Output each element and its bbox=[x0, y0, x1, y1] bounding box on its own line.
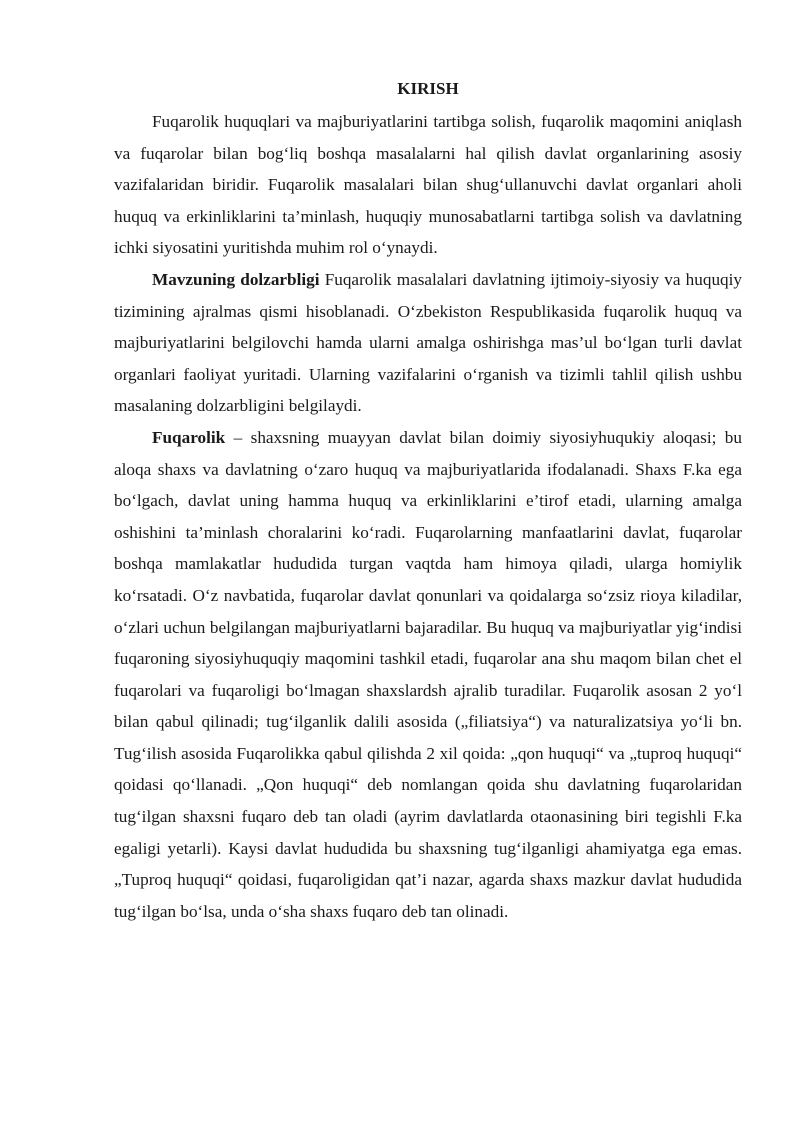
intro-paragraph-text: Fuqarolik huquqlari va majburiyatlarini tartibga solish, fuqarolik maqomini aniqlash va fuqarolar bilan bog‘liq boshqa masalalarni hal qilish davlat organlarining asosiy vazifalaridan biridir. Fuqarolik masalalari bilan shug‘ullanuvchi davlat organlari aholi huquq va erkinliklarini ta’minlash, huquqiy munosabatlarni tartibga solish va davlatning ichki siyosatini yuritishda muhim rol o‘ynaydi. bbox=[114, 112, 742, 258]
document-title: KIRISH bbox=[397, 79, 459, 98]
citizenship-paragraph-lead: Fuqarolik bbox=[152, 427, 226, 447]
document-page bbox=[114, 76, 742, 927]
citizenship-paragraph bbox=[114, 422, 742, 928]
relevance-paragraph-lead: Mavzuning dolzarbligi bbox=[152, 269, 320, 289]
relevance-paragraph-text: Fuqarolik masalalari davlatning ijtimoiy-siyosiy va huquqiy tizimining ajralmas qismi hisoblanadi. O‘zbekiston Respublikasida fuqarolik huquq va majburiyatlarini belgilovchi hamda ularni amalga oshirishga mas’ul bo‘lgan turli davlat organlari faoliyat yuritadi. Ularning vazifalarini o‘rganish va tizimli tahlil qilish ushbu masalaning dolzarbligini belgilaydi. bbox=[114, 269, 742, 416]
citizenship-paragraph-text: – shaxsning muayyan davlat bilan doimiy siyosiyhuqukiy aloqasi; bu aloqa shaxs va davlatning o‘zaro huquq va majburiyatlarida ifodalanadi. Shaxs F.ka ega bo‘lgach, davlat uning hamma huquq va erkinliklarini e’tirof etadi, ularning amalga oshishini ta’minlash choralarini ko‘radi. Fuqarolarning manfaatlarini davlat, fuqarolar boshqa mamlakatlar hududida turgan vaqtda ham himoya qiladi, ularga homiylik ko‘rsatadi. O‘z navbatida, fuqarolar davlat qonunlari va qoidalarga so‘zsiz rioya kiladilar, o‘zlari uchun belgilangan majburiyatlarni bajaradilar. Bu huquq va majburiyatlar yig‘indisi fuqaroning siyosiyhuquqiy maqomini tashkil etadi, fuqarolar ana shu maqom bilan chet el fuqarolari va fuqaroligi bo‘lmagan shaxslardsh ajralib turadilar. Fuqarolik asosan 2 yo‘l bilan qabul qilinadi; tug‘ilganlik dalili asosida („filiatsiya“) va naturalizatsiya yo‘li bn. Tug‘ilish asosida Fuqarolikka qabul qilishda 2 xil qoida: „qon huquqi“ va „tuproq huquqi“ qoidasi qo‘llanadi. „Qon huquqi“ deb nomlangan qoida shu davlatning fuqarolaridan tug‘ilgan shaxsni fuqaro deb tan oladi (ayrim davlatlarda otaonasining biri tegishli F.ka egaligi yetarli). Kaysi davlat hududida bu shaxsning tug‘ilganligi ahamiyatga ega emas. „Tuproq huquqi“ qoidasi, fuqaroligidan qat’i nazar, agarda shaxs mazkur davlat hududida tug‘ilgan bo‘lsa, unda o‘sha shaxs fuqaro deb tan olinadi. bbox=[114, 427, 742, 921]
intro-paragraph bbox=[114, 106, 742, 264]
relevance-paragraph bbox=[114, 264, 742, 422]
